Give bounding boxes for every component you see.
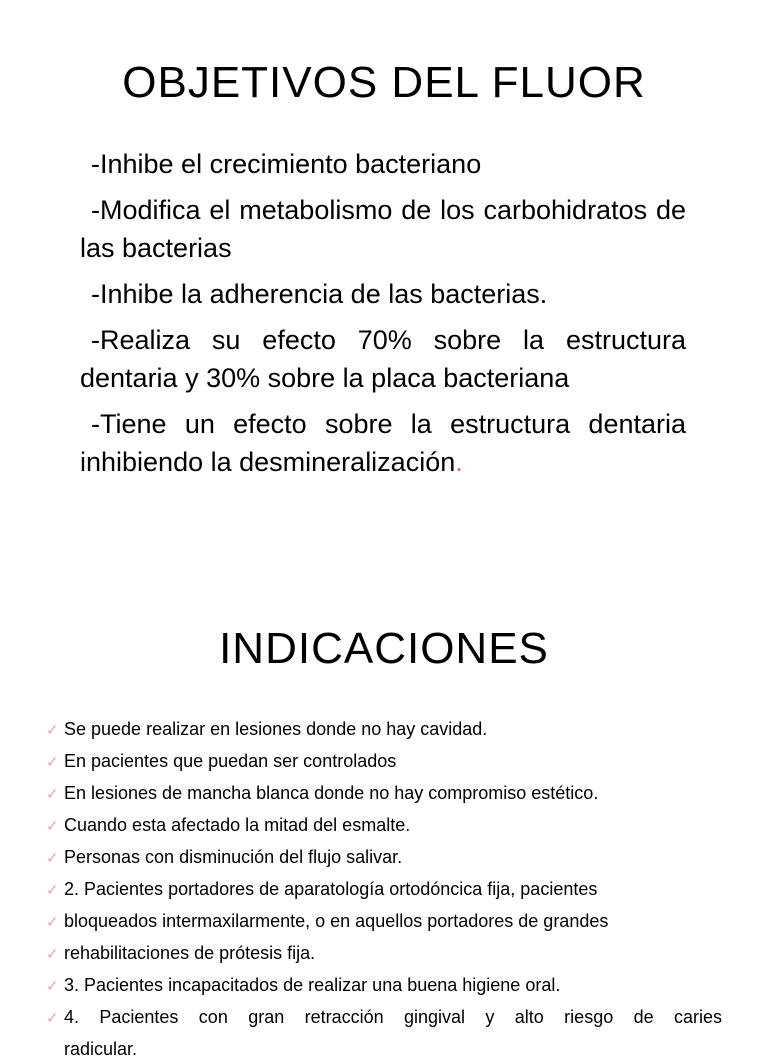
list-item — [46, 1002, 722, 1034]
list-item — [46, 938, 722, 970]
list-item — [46, 714, 722, 746]
checkmark-icon: ✓ — [46, 754, 59, 771]
checkmark-icon: ✓ — [46, 1010, 59, 1027]
list-item-text: 4. Pacientes con gran retracción gingival y alto riesgo de caries — [64, 1007, 722, 1027]
checkmark-icon: ✓ — [46, 914, 59, 931]
list-item — [46, 906, 722, 938]
objective-item: -Realiza su efecto 70% sobre la estructura dentaria y 30% sobre la placa bacteriana — [80, 325, 686, 393]
list-item-continuation — [46, 1034, 722, 1064]
list-item-text: radicular. — [64, 1039, 138, 1059]
list-item-text: Personas con disminución del flujo salivar. — [64, 847, 403, 867]
list-item-text: Se puede realizar en lesiones donde no hay cavidad. — [64, 719, 488, 739]
checkmark-icon: ✓ — [46, 882, 59, 899]
list-item — [46, 970, 722, 1002]
list-item — [46, 874, 722, 906]
list-item — [46, 810, 722, 842]
objective-item: -Inhibe el crecimiento bacteriano — [91, 149, 482, 179]
list-item-text: En lesiones de mancha blanca donde no hay compromiso estético. — [64, 783, 599, 803]
list-item — [46, 842, 722, 874]
list-item-text: En pacientes que puedan ser controlados — [64, 751, 397, 771]
slide-title-objetivos: OBJETIVOS DEL FLUOR — [122, 58, 646, 107]
objectives-list — [80, 145, 686, 489]
list-item-text: 3. Pacientes incapacitados de realizar una buena higiene oral. — [64, 975, 561, 995]
accent-period: . — [455, 447, 463, 477]
list-item — [46, 746, 722, 778]
objective-item — [80, 405, 686, 481]
checkmark-icon: ✓ — [46, 786, 59, 803]
list-item-text: 2. Pacientes portadores de aparatología ortodóncica fija, pacientes — [64, 879, 598, 899]
objective-item: -Inhibe la adherencia de las bacterias. — [91, 279, 548, 309]
checkmark-icon: ✓ — [46, 946, 59, 963]
checkmark-icon: ✓ — [46, 818, 59, 835]
indications-list — [46, 714, 722, 1064]
checkmark-icon: ✓ — [46, 978, 59, 995]
objective-item: -Modifica el metabolismo de los carbohidratos de las bacterias — [80, 195, 686, 263]
list-item — [46, 778, 722, 810]
objective-text: -Tiene un efecto sobre la estructura dentaria inhibiendo la desmineralización — [80, 409, 686, 477]
checkmark-icon: ✓ — [46, 850, 59, 867]
list-item-text: bloqueados intermaxilarmente, o en aquellos portadores de grandes — [64, 911, 609, 931]
slide-indicaciones — [0, 590, 768, 1059]
checkmark-icon: ✓ — [46, 722, 59, 739]
list-item-text: Cuando esta afectado la mitad del esmalte. — [64, 815, 411, 835]
slide-title-indicaciones: INDICACIONES — [219, 624, 549, 673]
list-item-text: rehabilitaciones de prótesis fija. — [64, 943, 316, 963]
